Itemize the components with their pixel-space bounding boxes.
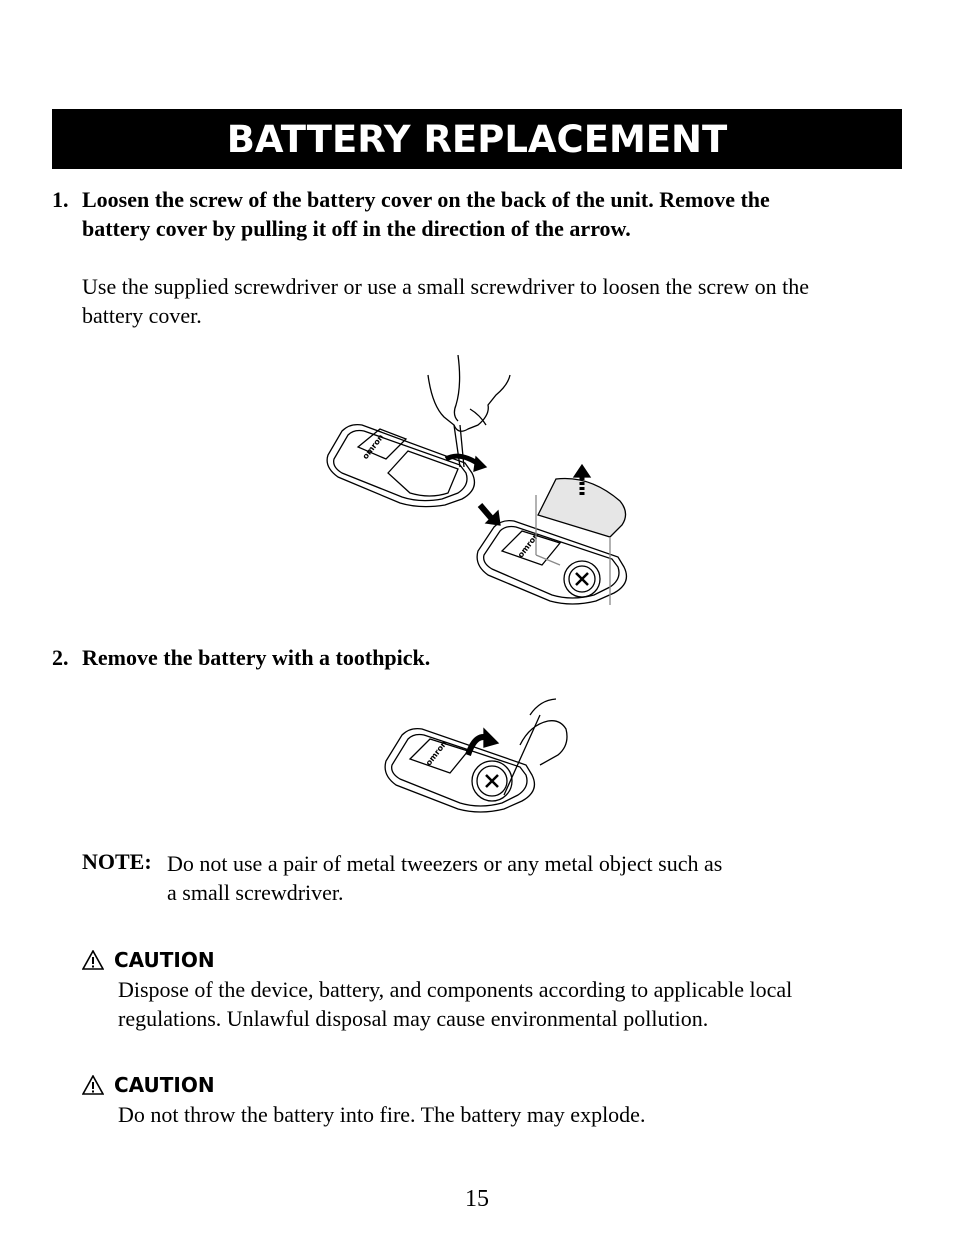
caution-2-line-1: Do not throw the battery into fire. The battery may explode. <box>118 1102 646 1127</box>
step-2-number: 2. <box>52 645 69 670</box>
step-2 <box>52 643 912 673</box>
caution-1-line-1: Dispose of the device, battery, and components according to applicable local <box>118 977 793 1002</box>
device-brand-label: omron <box>360 432 386 461</box>
warning-triangle-icon <box>82 950 104 970</box>
warning-triangle-icon <box>82 1075 104 1095</box>
caution-2-label: CAUTION <box>114 1073 215 1097</box>
step-1-number: 1. <box>52 187 69 212</box>
battery-cover-removal-illustration <box>320 355 640 610</box>
page-title: BATTERY REPLACEMENT <box>52 109 902 169</box>
step-1-heading <box>82 185 770 243</box>
caution-1-heading <box>82 948 215 972</box>
step-1-detail-line-1: Use the supplied screwdriver or use a small screwdriver to loosen the screw on the <box>82 274 809 299</box>
svg-text:omron: omron <box>515 531 541 560</box>
note-line-2: a small screwdriver. <box>167 880 344 905</box>
step-1-detail-line-2: battery cover. <box>82 303 202 328</box>
note-line-1: Do not use a pair of metal tweezers or any metal object such as <box>167 851 723 876</box>
caution-2-text <box>118 1100 878 1129</box>
caution-1-text <box>118 975 878 1033</box>
note-text <box>167 849 807 907</box>
battery-removal-toothpick-illustration <box>380 695 580 820</box>
step-1-heading-line-1: Loosen the screw of the battery cover on the back of the unit. Remove the <box>82 187 770 212</box>
step-1-heading-line-2: battery cover by pulling it off in the direction of the arrow. <box>82 216 631 241</box>
svg-text:omron: omron <box>423 739 449 768</box>
caution-1-label: CAUTION <box>114 948 215 972</box>
step-1-detail <box>82 272 912 330</box>
page-number: 15 <box>465 1186 489 1212</box>
caution-1-line-2: regulations. Unlawful disposal may cause environmental pollution. <box>118 1006 709 1031</box>
note-label: NOTE: <box>82 849 152 874</box>
caution-2-heading <box>82 1073 215 1097</box>
step-1 <box>52 185 912 245</box>
step-2-heading: Remove the battery with a toothpick. <box>82 645 431 670</box>
